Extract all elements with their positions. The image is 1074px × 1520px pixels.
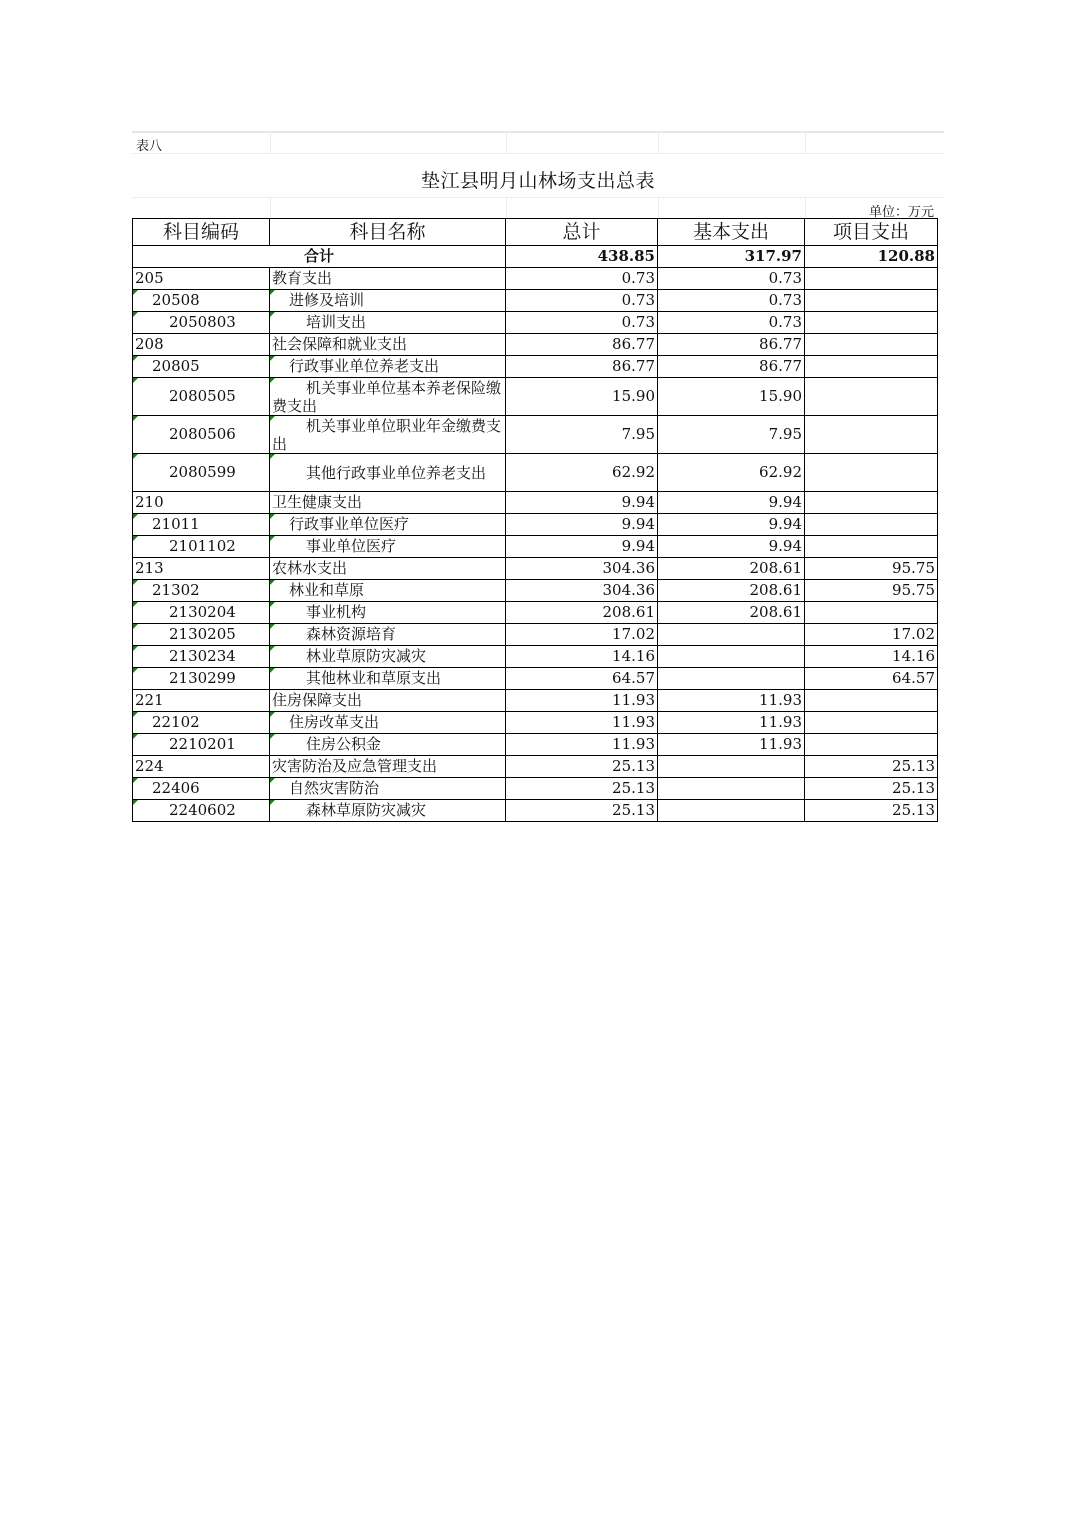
basic-value-cell xyxy=(658,756,805,778)
subject-name-cell: 灾害防治及应急管理支出 xyxy=(270,756,506,778)
subject-code-cell: 2080505 xyxy=(133,378,270,416)
total-value-cell: 86.77 xyxy=(506,334,658,356)
expenditure-table xyxy=(132,218,938,822)
project-value-cell xyxy=(805,690,938,712)
total-label: 合计 xyxy=(133,246,506,268)
table-row xyxy=(133,624,938,646)
table-row xyxy=(133,416,938,454)
basic-value-cell xyxy=(658,668,805,690)
subject-name-cell: 进修及培训 xyxy=(270,290,506,312)
document-title: 垫江县明月山林场支出总表 xyxy=(420,170,655,192)
subject-code-cell: 2240602 xyxy=(133,800,270,822)
project-value-cell: 25.13 xyxy=(805,800,938,822)
subject-name-cell: 住房改革支出 xyxy=(270,712,506,734)
basic-value-cell xyxy=(658,800,805,822)
subject-name-cell: 社会保障和就业支出 xyxy=(270,334,506,356)
subject-code-cell: 20805 xyxy=(133,356,270,378)
subject-code-cell: 210 xyxy=(133,492,270,514)
table-row xyxy=(133,334,938,356)
subject-code-cell: 221 xyxy=(133,690,270,712)
basic-value-cell xyxy=(658,778,805,800)
total-value-cell: 62.92 xyxy=(506,454,658,492)
table-row xyxy=(133,378,938,416)
table-row xyxy=(133,454,938,492)
total-value-cell: 0.73 xyxy=(506,290,658,312)
subject-code-cell: 20508 xyxy=(133,290,270,312)
project-value-cell: 25.13 xyxy=(805,778,938,800)
project-value-cell xyxy=(805,356,938,378)
subject-name-cell: 机关事业单位基本养老保险缴费支出 xyxy=(270,378,506,416)
subject-code-cell: 208 xyxy=(133,334,270,356)
total-value-cell: 11.93 xyxy=(506,734,658,756)
table-row xyxy=(133,602,938,624)
total-value-cell: 15.90 xyxy=(506,378,658,416)
subject-code-cell: 224 xyxy=(133,756,270,778)
project-value-cell: 17.02 xyxy=(805,624,938,646)
total-basic: 317.97 xyxy=(658,246,805,268)
subject-name-cell: 其他林业和草原支出 xyxy=(270,668,506,690)
table-row xyxy=(133,734,938,756)
project-value-cell: 14.16 xyxy=(805,646,938,668)
table-number-label: 表八 xyxy=(136,139,163,154)
total-value-cell: 9.94 xyxy=(506,514,658,536)
total-value-cell: 0.73 xyxy=(506,268,658,290)
basic-value-cell: 9.94 xyxy=(658,514,805,536)
total-value-cell: 64.57 xyxy=(506,668,658,690)
subject-name-cell: 农林水支出 xyxy=(270,558,506,580)
table-row xyxy=(133,356,938,378)
basic-value-cell: 9.94 xyxy=(658,536,805,558)
project-value-cell xyxy=(805,536,938,558)
subject-code-cell: 22102 xyxy=(133,712,270,734)
subject-code-cell: 2080599 xyxy=(133,454,270,492)
header-project-expenditure: 项目支出 xyxy=(805,219,938,246)
total-value-cell: 17.02 xyxy=(506,624,658,646)
basic-value-cell: 15.90 xyxy=(658,378,805,416)
subject-code-cell: 2130299 xyxy=(133,668,270,690)
project-value-cell xyxy=(805,514,938,536)
header-total: 总计 xyxy=(506,219,658,246)
project-value-cell: 25.13 xyxy=(805,756,938,778)
sheet-top-gridline xyxy=(132,131,944,133)
header-subject-code: 科目编码 xyxy=(133,219,270,246)
subject-name-cell: 事业单位医疗 xyxy=(270,536,506,558)
basic-value-cell: 7.95 xyxy=(658,416,805,454)
subject-code-cell: 22406 xyxy=(133,778,270,800)
total-value-cell: 11.93 xyxy=(506,712,658,734)
project-value-cell xyxy=(805,734,938,756)
table-body xyxy=(133,246,938,822)
table-row xyxy=(133,800,938,822)
basic-value-cell: 62.92 xyxy=(658,454,805,492)
basic-value-cell: 0.73 xyxy=(658,312,805,334)
subject-name-cell: 卫生健康支出 xyxy=(270,492,506,514)
table-row xyxy=(133,268,938,290)
total-value-cell: 25.13 xyxy=(506,756,658,778)
subject-name-cell: 培训支出 xyxy=(270,312,506,334)
project-value-cell xyxy=(805,334,938,356)
subject-code-cell: 2130234 xyxy=(133,646,270,668)
table-row xyxy=(133,690,938,712)
basic-value-cell: 11.93 xyxy=(658,734,805,756)
sheet-gridline xyxy=(658,131,659,153)
table-row xyxy=(133,646,938,668)
basic-value-cell: 9.94 xyxy=(658,492,805,514)
basic-value-cell: 86.77 xyxy=(658,334,805,356)
subject-name-cell: 机关事业单位职业年金缴费支出 xyxy=(270,416,506,454)
total-row xyxy=(133,246,938,268)
table-row xyxy=(133,514,938,536)
total-value-cell: 0.73 xyxy=(506,312,658,334)
sheet-gridline xyxy=(132,153,944,154)
subject-code-cell: 2130205 xyxy=(133,624,270,646)
table-row xyxy=(133,558,938,580)
subject-name-cell: 其他行政事业单位养老支出 xyxy=(270,454,506,492)
header-basic-expenditure: 基本支出 xyxy=(658,219,805,246)
project-value-cell xyxy=(805,602,938,624)
subject-code-cell: 213 xyxy=(133,558,270,580)
total-sum: 438.85 xyxy=(506,246,658,268)
subject-name-cell: 林业和草原 xyxy=(270,580,506,602)
table-row xyxy=(133,492,938,514)
subject-code-cell: 2050803 xyxy=(133,312,270,334)
table-row xyxy=(133,668,938,690)
table-row xyxy=(133,580,938,602)
project-value-cell xyxy=(805,454,938,492)
table-row xyxy=(133,290,938,312)
project-value-cell: 95.75 xyxy=(805,580,938,602)
subject-name-cell: 住房保障支出 xyxy=(270,690,506,712)
total-project: 120.88 xyxy=(805,246,938,268)
table-row xyxy=(133,312,938,334)
subject-code-cell: 205 xyxy=(133,268,270,290)
table-row xyxy=(133,778,938,800)
basic-value-cell: 208.61 xyxy=(658,558,805,580)
basic-value-cell: 0.73 xyxy=(658,268,805,290)
total-value-cell: 25.13 xyxy=(506,800,658,822)
subject-code-cell: 2130204 xyxy=(133,602,270,624)
unit-label: 单位：万元 xyxy=(868,205,934,220)
table-row xyxy=(133,756,938,778)
project-value-cell xyxy=(805,416,938,454)
total-value-cell: 11.93 xyxy=(506,690,658,712)
subject-name-cell: 教育支出 xyxy=(270,268,506,290)
project-value-cell xyxy=(805,290,938,312)
subject-name-cell: 行政事业单位养老支出 xyxy=(270,356,506,378)
subject-code-cell: 2101102 xyxy=(133,536,270,558)
header-row xyxy=(133,219,938,246)
subject-name-cell: 森林资源培育 xyxy=(270,624,506,646)
sheet-gridline xyxy=(270,131,271,153)
subject-code-cell: 21302 xyxy=(133,580,270,602)
basic-value-cell: 86.77 xyxy=(658,356,805,378)
basic-value-cell: 208.61 xyxy=(658,602,805,624)
sheet-gridline xyxy=(506,197,507,217)
sheet-gridline xyxy=(805,197,806,217)
project-value-cell xyxy=(805,378,938,416)
total-value-cell: 7.95 xyxy=(506,416,658,454)
subject-name-cell: 自然灾害防治 xyxy=(270,778,506,800)
sheet-gridline xyxy=(805,131,806,153)
total-value-cell: 14.16 xyxy=(506,646,658,668)
total-value-cell: 304.36 xyxy=(506,558,658,580)
total-value-cell: 9.94 xyxy=(506,536,658,558)
basic-value-cell xyxy=(658,646,805,668)
basic-value-cell: 208.61 xyxy=(658,580,805,602)
project-value-cell xyxy=(805,312,938,334)
project-value-cell xyxy=(805,492,938,514)
sheet-gridline xyxy=(132,197,944,198)
project-value-cell xyxy=(805,712,938,734)
table-row xyxy=(133,712,938,734)
sheet-gridline xyxy=(506,131,507,153)
subject-name-cell: 行政事业单位医疗 xyxy=(270,514,506,536)
basic-value-cell xyxy=(658,624,805,646)
project-value-cell: 64.57 xyxy=(805,668,938,690)
subject-code-cell: 2210201 xyxy=(133,734,270,756)
sheet-gridline xyxy=(270,197,271,217)
subject-code-cell: 2080506 xyxy=(133,416,270,454)
table-row xyxy=(133,536,938,558)
project-value-cell: 95.75 xyxy=(805,558,938,580)
subject-name-cell: 森林草原防灾减灾 xyxy=(270,800,506,822)
subject-code-cell: 21011 xyxy=(133,514,270,536)
total-value-cell: 9.94 xyxy=(506,492,658,514)
header-subject-name: 科目名称 xyxy=(270,219,506,246)
total-value-cell: 86.77 xyxy=(506,356,658,378)
subject-name-cell: 林业草原防灾减灾 xyxy=(270,646,506,668)
basic-value-cell: 0.73 xyxy=(658,290,805,312)
subject-name-cell: 住房公积金 xyxy=(270,734,506,756)
total-value-cell: 25.13 xyxy=(506,778,658,800)
total-value-cell: 208.61 xyxy=(506,602,658,624)
sheet-gridline xyxy=(658,197,659,217)
project-value-cell xyxy=(805,268,938,290)
subject-name-cell: 事业机构 xyxy=(270,602,506,624)
total-value-cell: 304.36 xyxy=(506,580,658,602)
basic-value-cell: 11.93 xyxy=(658,690,805,712)
basic-value-cell: 11.93 xyxy=(658,712,805,734)
